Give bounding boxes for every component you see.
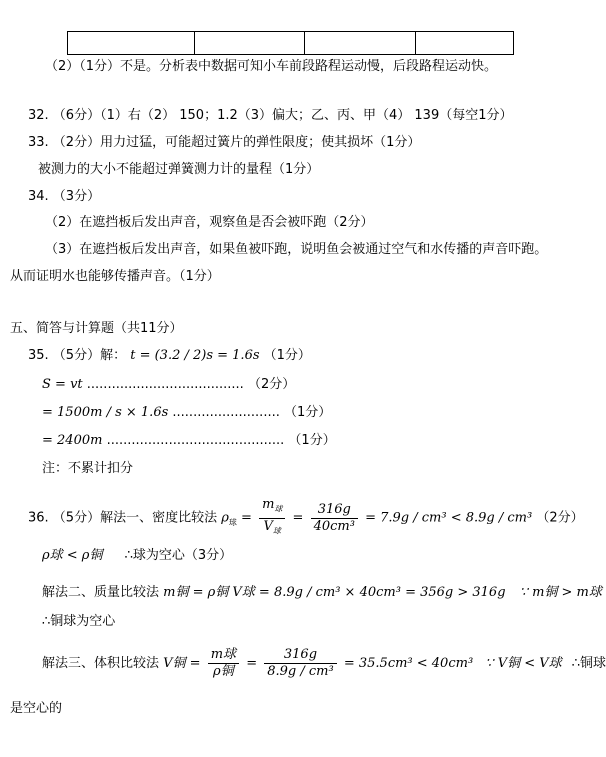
table-cell <box>305 32 416 55</box>
fraction-denominator: ρ铜 <box>213 664 234 679</box>
data-table <box>67 31 514 55</box>
density-result: = 7.9g / cm³ < 8.9g / cm³ <box>365 510 533 526</box>
answer-36-points: （2分） <box>536 510 584 526</box>
fraction-denominator: 40cm³ <box>313 518 355 534</box>
method-3-conclusion-cont: 是空心的 <box>10 701 63 716</box>
step-equation: = 2400m <box>42 433 103 448</box>
answer-35-note: 注：不累计扣分 <box>42 461 134 476</box>
answer-33: 33. （2分）用力过猛，可能超过簧片的弹性限度；使其损坏（1分） <box>28 135 421 150</box>
rho-subscript: 球 <box>228 518 237 528</box>
table-cell <box>416 32 514 55</box>
leader-dots: .......................... <box>172 405 280 420</box>
answer-35 <box>28 347 311 365</box>
step-equation: = 1500m / s × 1.6s <box>42 405 169 420</box>
method-3-label: 解法三、体积比较法 <box>42 656 160 671</box>
volume-symbol: V铜 = <box>163 656 201 671</box>
equals-sign: = <box>292 510 304 526</box>
volume-result: = 35.5cm³ < 40cm³ <box>343 656 474 671</box>
fraction-numerator: 316g <box>311 502 358 519</box>
leader-dots: ........................................... <box>106 433 285 448</box>
fraction-numerator: $m_球$ <box>259 497 285 519</box>
fraction-numerator: 316g <box>264 647 336 664</box>
step-points: （1分） <box>284 405 332 420</box>
answer-32: 32. （6分）（1）右（2） 150；1.2（3）偏大；乙、丙、甲（4） 139（每空1分） <box>28 108 513 123</box>
answer-36-label: 36. （5分）解法一、密度比较法 <box>28 510 218 526</box>
answer-36-comparison <box>42 547 232 565</box>
answer-34-cont: 从而证明水也能够传播声音。（1分） <box>10 269 220 284</box>
answer-31-part2: （2）（1分）不是。分析表中数据可知小车前段路程运动慢，后段路程运动快。 <box>45 59 498 74</box>
answer-35-step3 <box>42 432 336 450</box>
answer-36 <box>28 497 584 541</box>
leader-dots: ...................................... <box>86 377 244 392</box>
fraction-denominator: 8.9g / cm³ <box>267 664 334 679</box>
answer-35-step2 <box>42 404 331 422</box>
fraction-denominator: $V_球$ <box>263 518 281 536</box>
method-3-conclusion: ∴铜球 <box>571 656 606 671</box>
method-3: 解法三、体积比较法 V铜 = $\frac{\text{m球}}{\text{ρ铜}}$ = $\frac{316g}{\text{8.9g / cm³}}$ = 35.5cm³ < 40cm³ ∵ V铜 < V球 ∴铜球 <box>42 647 606 679</box>
table-cell <box>195 32 305 55</box>
method-2-conclusion: ∴铜球为空心 <box>42 614 116 629</box>
section-5-heading: 五、简答与计算题（共11分） <box>10 321 183 336</box>
value-fraction <box>311 502 358 535</box>
conclusion: ∴球为空心（3分） <box>124 548 233 563</box>
fraction-numerator: m球 <box>208 647 239 664</box>
table-row <box>68 32 514 55</box>
answer-34-part3: （3）在遮挡板后发出声音，如果鱼被吓跑，说明鱼会被通过空气和水传播的声音吓跑。 <box>45 242 548 257</box>
step-points: （1分） <box>288 433 336 448</box>
method-2-because: ∵ m铜 > m球 <box>519 585 602 600</box>
answer-34-part2: （2）在遮挡板后发出声音，观察鱼是否会被吓跑（2分） <box>45 215 374 230</box>
method-2 <box>42 584 602 602</box>
mass-density-fraction <box>208 647 239 680</box>
answer-34: 34. （3分） <box>28 189 101 204</box>
step-equation: S = vt <box>42 377 83 392</box>
answer-35-label: 35. （5分）解： <box>28 348 127 363</box>
method-2-equation: m铜 = ρ铜 V球 = 8.9g / cm³ × 40cm³ = 356g > 316g <box>163 585 506 600</box>
method-3-because: ∵ V铜 < V球 <box>485 656 562 671</box>
method-2-label: 解法二、质量比较法 <box>42 585 160 600</box>
answer-35-equation: t = (3.2 / 2)s = 1.6s <box>130 348 260 363</box>
value-fraction <box>264 647 336 680</box>
step-points: （2分） <box>247 377 296 392</box>
density-comparison: ρ球 < ρ铜 <box>42 548 103 563</box>
table-cell <box>68 32 195 55</box>
rho-symbol: ρ <box>221 510 229 526</box>
answer-33-cont: 被测力的大小不能超过弹簧测力计的量程（1分） <box>38 162 320 177</box>
equals-sign: = <box>241 510 252 526</box>
answer-35-points: （1分） <box>263 348 311 363</box>
answer-35-step1 <box>42 376 295 394</box>
mass-volume-fraction <box>259 497 285 539</box>
